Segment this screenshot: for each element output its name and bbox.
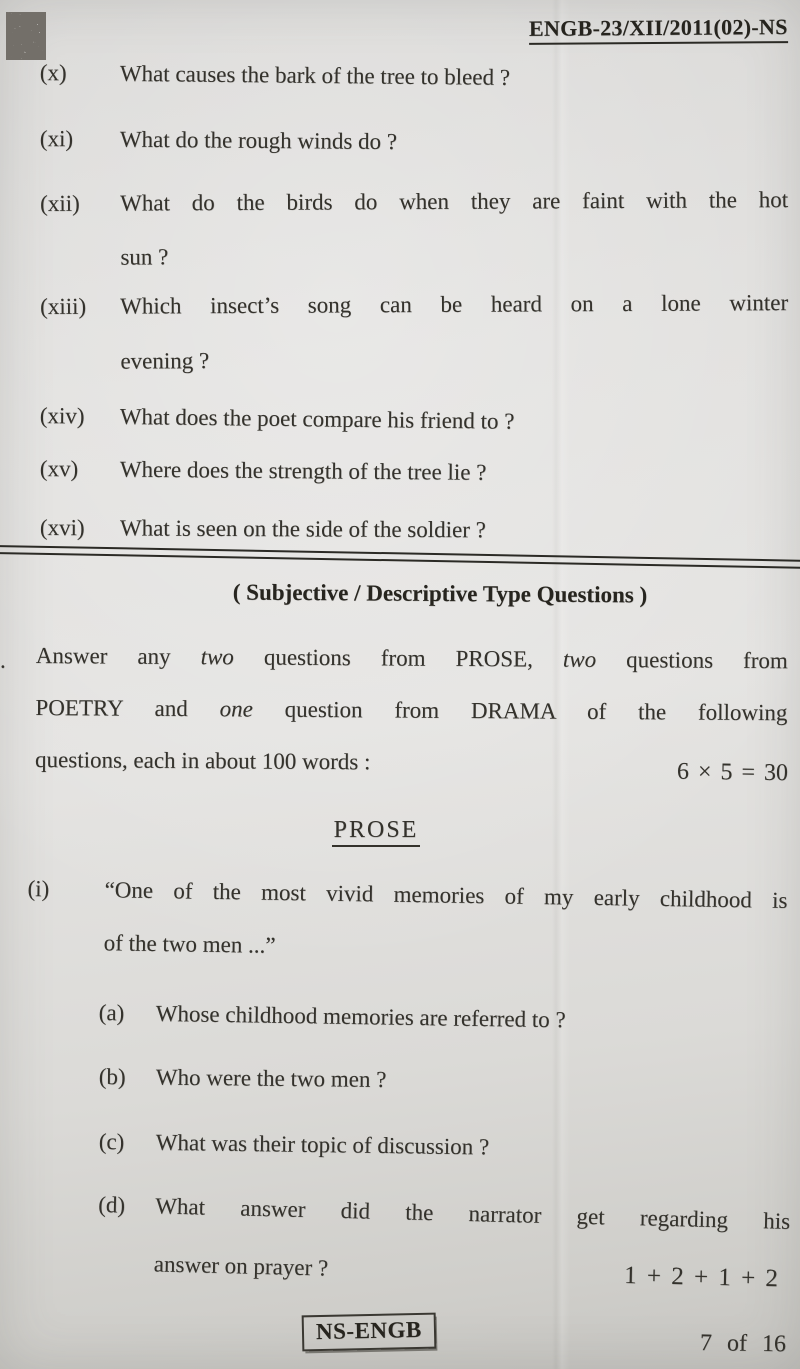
question-item-x [40,58,788,96]
question-item-xii [40,173,789,285]
prose-heading: PROSE [0,817,752,844]
sub-question-a [99,998,791,1039]
prose-question-i [26,862,788,980]
sub-question-c [99,1127,791,1167]
question-item-xv [40,454,788,491]
question-item-xiv [40,401,788,440]
question-number: (i) [27,875,50,902]
question-item-xiii [40,275,789,389]
question-number: (c) [98,1128,125,1155]
question-number: (xv) [39,455,79,482]
question-number: (a) [98,999,125,1026]
question-text: What is seen on the side of the soldier ? [119,515,486,543]
question-text: What answer did the narrator get regarding his answer on prayer ? [153,1193,791,1281]
datamatrix-stamp-icon [6,12,46,60]
question-item-xvi [40,513,788,547]
question-number: (xii) [40,190,80,216]
question-number: (xiii) [40,293,87,319]
question-number: (d) [97,1191,126,1218]
question-text: What do the rough winds do ? [119,126,398,155]
question-text: Who were the two men ? [155,1064,387,1093]
section-divider-rule [0,545,800,569]
cropped-question-number-dot: . [0,648,6,673]
section-heading: ( Subjective / Descriptive Type Questions ) [232,579,648,608]
question-text: Where does the strength of the tree lie ? [119,456,487,485]
marks-allocation: 6 × 5 = 30 [676,758,789,787]
question-quote: “One of the most vivid memories of my early childhood is of the two men ...” [103,877,788,958]
paper-series-stamp: NS-ENGB [302,1313,436,1352]
page-number: 7 of 16 [699,1330,787,1358]
paper-code: ENGB-23/XII/2011(02)-NS [529,14,788,45]
question-text: What causes the bark of the tree to bleed ? [119,60,511,90]
question-number: (xiv) [39,402,85,429]
sub-question-b [99,1062,791,1099]
question-text: Which insect’s song can be heard on a lone winter evening ? [120,290,789,374]
instruction-line: Answer any two questions from PROSE, two questions from [35,642,788,674]
question-text: What was their topic of discussion ? [155,1129,490,1160]
question-text: Whose childhood memories are referred to ? [155,1000,566,1033]
question-text: What do the birds do when they are faint with the hot sun ? [120,187,789,270]
instruction-line: POETRY and one question from DRAMA of the following [35,694,788,726]
marks-allocation: 1 + 2 + 1 + 2 [623,1262,779,1293]
question-text: What does the poet compare his friend to ? [119,403,515,434]
question-item-xi [40,124,788,161]
instruction-line: questions, each in about 100 words : [35,746,371,775]
question-number: (x) [39,59,67,86]
question-number: (xvi) [39,515,85,541]
question-number: (xi) [39,125,74,152]
question-number: (b) [98,1063,126,1090]
